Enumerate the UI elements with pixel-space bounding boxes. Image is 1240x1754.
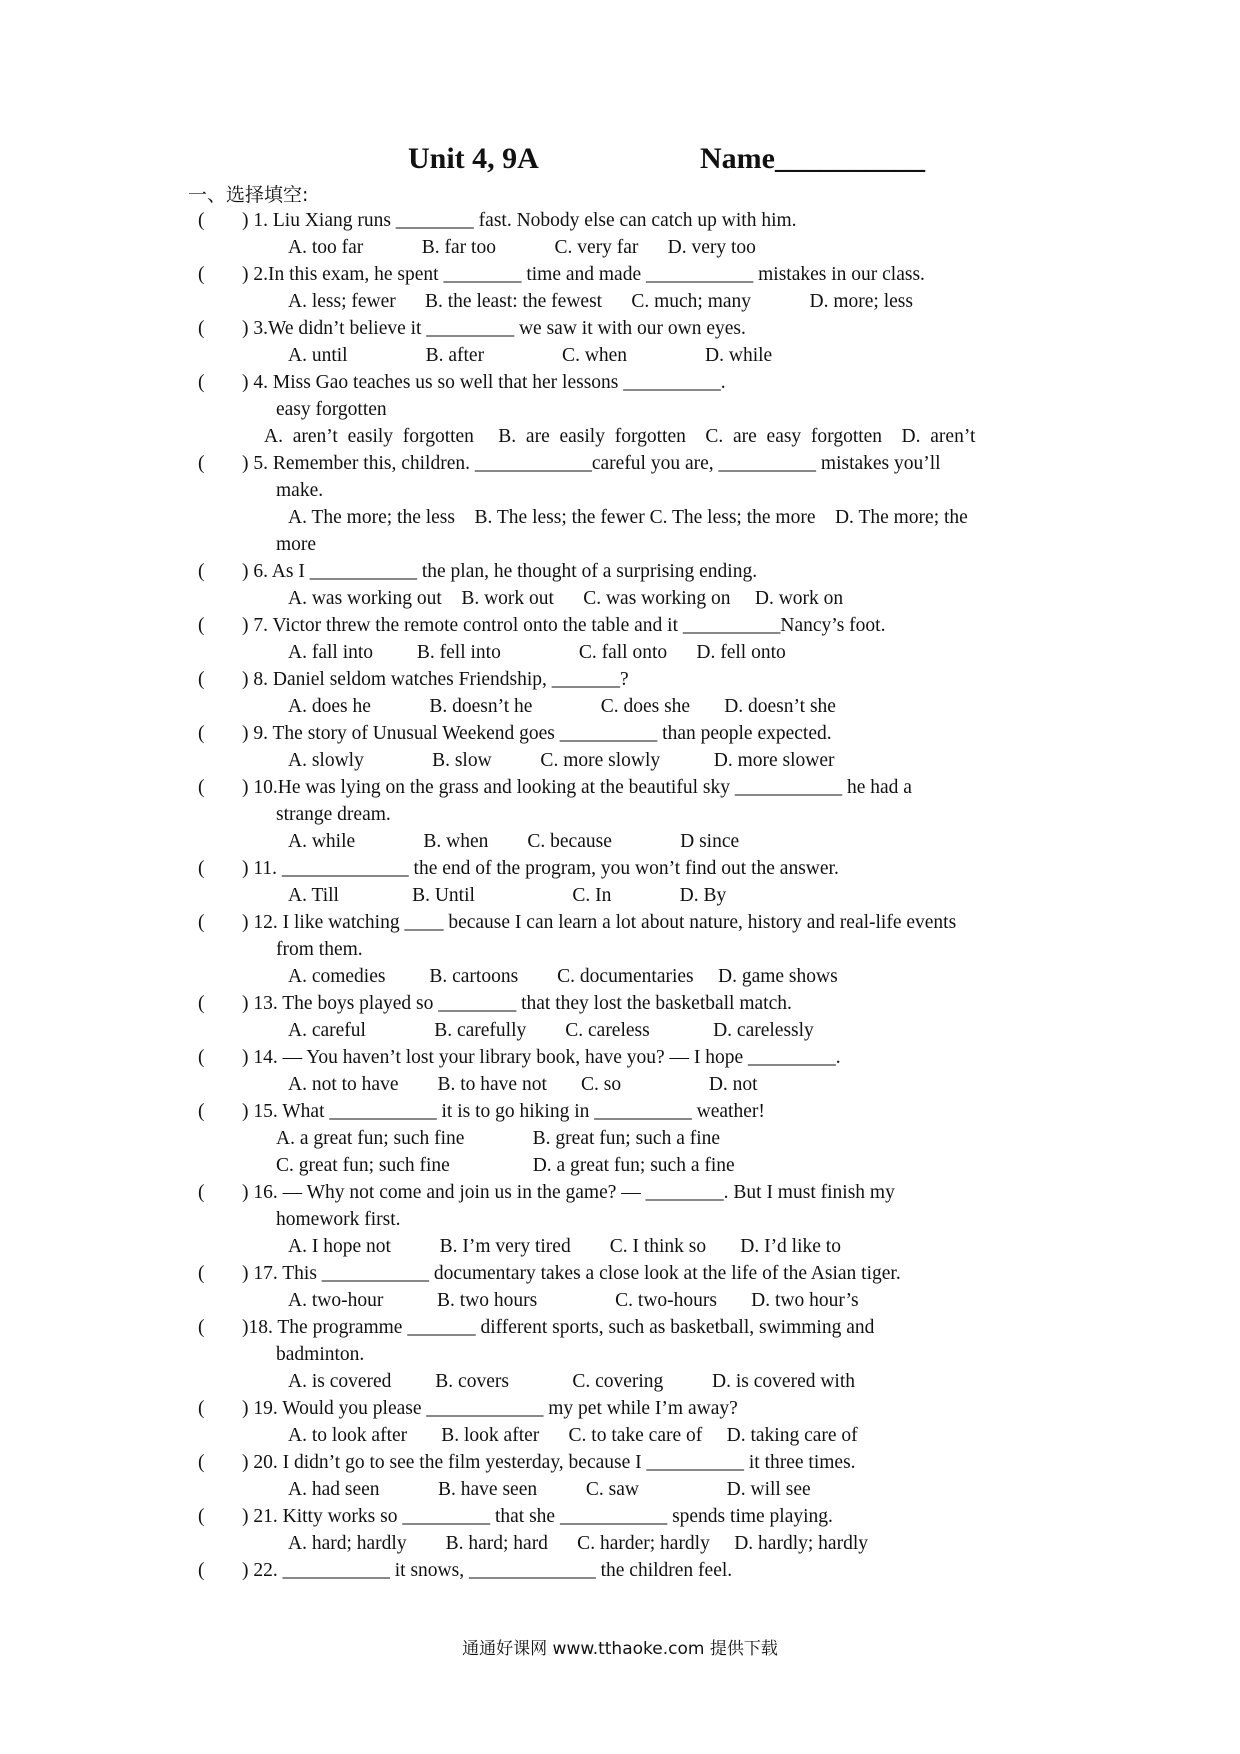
question-item xyxy=(198,558,1058,612)
question-item xyxy=(198,207,1058,261)
question-continuation: easy forgotten xyxy=(276,399,387,420)
answer-bracket: ( xyxy=(198,993,205,1014)
question-stem xyxy=(198,315,1058,342)
answer-options: A. was working out B. work out C. was working on D. work on xyxy=(288,588,844,609)
answer-options: A. two-hour B. two hours C. two-hours D. two hour’s xyxy=(288,1290,859,1311)
answer-bracket: ( xyxy=(198,777,205,798)
question-text: ) 19. Would you please ____________ my pet while I’m away? xyxy=(242,1398,738,1419)
answer-bracket: ( xyxy=(198,318,205,339)
question-stem xyxy=(198,1557,1058,1584)
question-continuation: badminton. xyxy=(276,1344,365,1365)
question-text: ) 4. Miss Gao teaches us so well that her lessons __________. xyxy=(242,372,726,393)
question-text: ) 8. Daniel seldom watches Friendship, _______? xyxy=(242,669,629,690)
answer-bracket: ( xyxy=(198,858,205,879)
answer-bracket: ( xyxy=(198,372,205,393)
question-text: ) 16. — Why not come and join us in the game? — ________. But I must finish my xyxy=(242,1182,895,1203)
question-text: ) 12. I like watching ____ because I can learn a lot about nature, history and real-life events xyxy=(242,912,957,933)
question-item xyxy=(198,450,1058,558)
question-text: ) 20. I didn’t go to see the film yesterday, because I __________ it three times. xyxy=(242,1452,856,1473)
answer-options: A. hard; hardly B. hard; hard C. harder; hardly D. hardly; hardly xyxy=(288,1533,868,1554)
question-item xyxy=(198,1557,1058,1584)
question-continuation: make. xyxy=(276,480,324,501)
answer-options: A. does he B. doesn’t he C. does she D. doesn’t she xyxy=(288,696,836,717)
answer-options: A. to look after B. look after C. to take care of D. taking care of xyxy=(288,1425,858,1446)
question-item xyxy=(198,1314,1058,1395)
question-text: ) 2.In this exam, he spent ________ time and made ___________ mistakes in our class. xyxy=(242,264,925,285)
answer-options: A. aren’t easily forgotten B. are easily forgotten C. are easy forgotten D. aren’t xyxy=(264,426,976,447)
answer-options: A. not to have B. to have not C. so D. not xyxy=(288,1074,758,1095)
question-text: ) 7. Victor threw the remote control onto the table and it __________Nancy’s foot. xyxy=(242,615,886,636)
question-stem xyxy=(198,1044,1058,1071)
answer-bracket: ( xyxy=(198,723,205,744)
question-text: ) 17. This ___________ documentary takes a close look at the life of the Asian tiger. xyxy=(242,1263,901,1284)
question-text: ) 22. ___________ it snows, _____________ the children feel. xyxy=(242,1560,733,1581)
question-item xyxy=(198,1395,1058,1449)
question-stem xyxy=(198,774,1058,801)
question-continuation: strange dream. xyxy=(276,804,391,825)
answer-options: A. had seen B. have seen C. saw D. will see xyxy=(288,1479,811,1500)
answer-options: A. fall into B. fell into C. fall onto D. fell onto xyxy=(288,642,786,663)
answer-bracket: ( xyxy=(198,264,205,285)
question-list xyxy=(198,207,1058,1584)
question-stem xyxy=(198,558,1058,585)
name-field-label: Name__________ xyxy=(700,142,925,175)
question-item xyxy=(198,315,1058,369)
answer-options: A. The more; the less B. The less; the fewer C. The less; the more D. The more; the xyxy=(288,507,968,528)
question-text: ) 15. What ___________ it is to go hiking in __________ weather! xyxy=(242,1101,765,1122)
answer-bracket: ( xyxy=(198,561,205,582)
answer-bracket: ( xyxy=(198,453,205,474)
answer-options: A. while B. when C. because D since xyxy=(288,831,740,852)
question-stem xyxy=(198,720,1058,747)
question-stem xyxy=(198,1503,1058,1530)
question-stem xyxy=(198,1449,1058,1476)
answer-options: A. slowly B. slow C. more slowly D. more slower xyxy=(288,750,835,771)
question-item xyxy=(198,612,1058,666)
answer-options: A. is covered B. covers C. covering D. is covered with xyxy=(288,1371,856,1392)
question-text: ) 3.We didn’t believe it _________ we saw it with our own eyes. xyxy=(242,318,746,339)
question-item xyxy=(198,774,1058,855)
answer-options: A. comedies B. cartoons C. documentaries D. game shows xyxy=(288,966,838,987)
answer-options: A. less; fewer B. the least: the fewest C. much; many D. more; less xyxy=(288,291,913,312)
question-item xyxy=(198,1044,1058,1098)
answer-bracket: ( xyxy=(198,1182,205,1203)
question-item xyxy=(198,261,1058,315)
question-stem xyxy=(198,207,1058,234)
question-text: ) 11. _____________ the end of the program, you won’t find out the answer. xyxy=(242,858,839,879)
answer-options: A. until B. after C. when D. while xyxy=(288,345,773,366)
question-text: ) 13. The boys played so ________ that they lost the basketball match. xyxy=(242,993,792,1014)
unit-title: Unit 4, 9A xyxy=(408,142,539,175)
question-item xyxy=(198,1260,1058,1314)
answer-bracket: ( xyxy=(198,912,205,933)
answer-options: A. Till B. Until C. In D. By xyxy=(288,885,727,906)
question-item xyxy=(198,1449,1058,1503)
question-stem xyxy=(198,990,1058,1017)
question-item xyxy=(198,1179,1058,1260)
section-heading: 一、选择填空: xyxy=(188,184,309,206)
answer-bracket: ( xyxy=(198,615,205,636)
question-stem xyxy=(198,666,1058,693)
question-stem xyxy=(198,369,1058,396)
question-item xyxy=(198,1503,1058,1557)
answer-bracket: ( xyxy=(198,669,205,690)
question-text: ) 5. Remember this, children. ____________careful you are, __________ mistakes you’ll xyxy=(242,453,941,474)
question-continuation: from them. xyxy=(276,939,363,960)
question-text: ) 14. — You haven’t lost your library book, have you? — I hope _________. xyxy=(242,1047,841,1068)
answer-options: A. careful B. carefully C. careless D. carelessly xyxy=(288,1020,814,1041)
question-stem xyxy=(198,1098,1058,1125)
question-item xyxy=(198,909,1058,990)
answer-options: C. great fun; such fine D. a great fun; such a fine xyxy=(276,1155,735,1176)
question-stem xyxy=(198,1179,1058,1206)
question-text: ) 1. Liu Xiang runs ________ fast. Nobody else can catch up with him. xyxy=(242,210,797,231)
answer-options: A. a great fun; such fine B. great fun; such a fine xyxy=(276,1128,721,1149)
question-stem xyxy=(198,1395,1058,1422)
option-continuation: more xyxy=(276,534,317,555)
question-item xyxy=(198,369,1058,450)
answer-bracket: ( xyxy=(198,1560,205,1581)
question-text: ) 10.He was lying on the grass and looking at the beautiful sky ___________ he had a xyxy=(242,777,912,798)
question-continuation: homework first. xyxy=(276,1209,401,1230)
question-stem xyxy=(198,450,1058,477)
question-stem xyxy=(198,1260,1058,1287)
question-item xyxy=(198,855,1058,909)
question-item xyxy=(198,666,1058,720)
question-item xyxy=(198,990,1058,1044)
answer-bracket: ( xyxy=(198,210,205,231)
question-stem xyxy=(198,261,1058,288)
question-stem xyxy=(198,909,1058,936)
answer-bracket: ( xyxy=(198,1047,205,1068)
answer-bracket: ( xyxy=(198,1317,205,1338)
answer-bracket: ( xyxy=(198,1398,205,1419)
worksheet-header xyxy=(0,142,1240,186)
answer-options: A. too far B. far too C. very far D. very too xyxy=(288,237,756,258)
question-stem xyxy=(198,612,1058,639)
question-item xyxy=(198,1098,1058,1179)
answer-bracket: ( xyxy=(198,1452,205,1473)
question-text: ) 21. Kitty works so _________ that she ___________ spends time playing. xyxy=(242,1506,833,1527)
answer-options: A. I hope not B. I’m very tired C. I think so D. I’d like to xyxy=(288,1236,841,1257)
answer-bracket: ( xyxy=(198,1263,205,1284)
question-stem xyxy=(198,855,1058,882)
question-text: )18. The programme _______ different sports, such as basketball, swimming and xyxy=(242,1317,875,1338)
question-stem xyxy=(198,1314,1058,1341)
question-text: ) 6. As I ___________ the plan, he thought of a surprising ending. xyxy=(242,561,758,582)
answer-bracket: ( xyxy=(198,1101,205,1122)
answer-bracket: ( xyxy=(198,1506,205,1527)
question-text: ) 9. The story of Unusual Weekend goes __________ than people expected. xyxy=(242,723,832,744)
question-item xyxy=(198,720,1058,774)
footer-credit: 通通好课网 www.tthaoke.com 提供下载 xyxy=(462,1639,778,1659)
